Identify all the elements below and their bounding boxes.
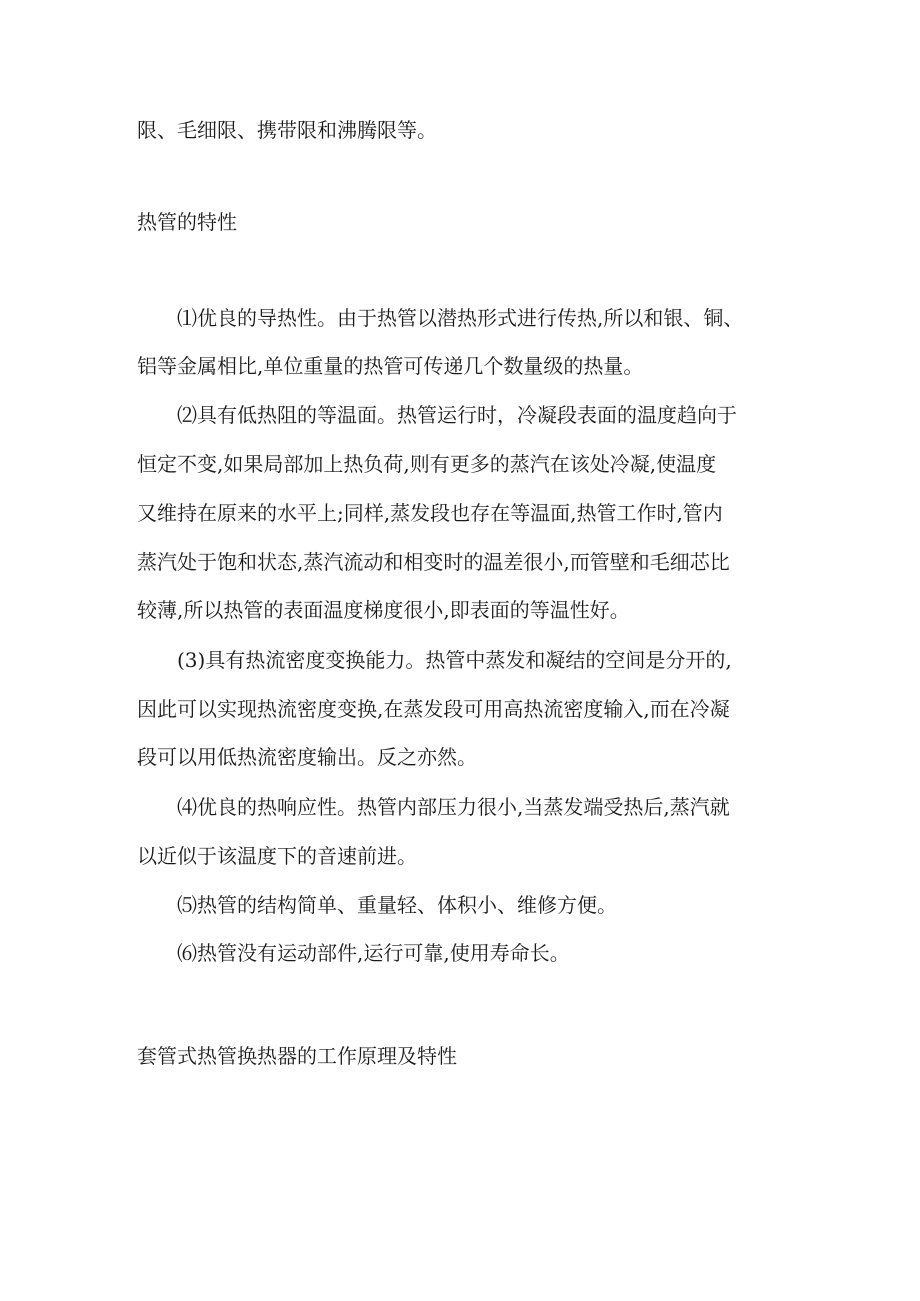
section-heading-heat-pipe-properties: 热管的特性 bbox=[137, 210, 237, 234]
paragraph-3-line-2: 因此可以实现热流密度变换,在蒸发段可用高热流密度输入,而在冷凝 bbox=[137, 697, 730, 721]
paragraph-3-line-3: 段可以用低热流密度输出。反之亦然。 bbox=[137, 745, 477, 769]
paragraph-3-line-1: (3)具有热流密度变换能力。热管中蒸发和凝结的空间是分开的, bbox=[177, 648, 732, 672]
paragraph-2-line-1: ⑵具有低热阻的等温面。热管运行时，冷凝段表面的温度趋向于 bbox=[177, 403, 737, 427]
paragraph-1-line-1: ⑴优良的导热性。由于热管以潜热形式进行传热,所以和银、铜、 bbox=[177, 306, 744, 330]
paragraph-1-line-2: 铝等金属相比,单位重量的热管可传递几个数量级的热量。 bbox=[137, 354, 644, 378]
intro-fragment: 限、毛细限、携带限和沸腾限等。 bbox=[137, 118, 437, 142]
paragraph-6: ⑹热管没有运动部件,运行可靠,使用寿命长。 bbox=[177, 941, 570, 965]
section-heading-sleeve-heat-exchanger: 套管式热管换热器的工作原理及特性 bbox=[137, 1044, 457, 1068]
paragraph-2-line-3: 又维持在原来的水平上;同样,蒸发段也存在等温面,热管工作时,管内 bbox=[137, 501, 723, 525]
paragraph-2-line-5: 较薄,所以热管的表面温度梯度很小,即表面的等温性好。 bbox=[137, 598, 630, 622]
paragraph-4-line-1: ⑷优良的热响应性。热管内部压力很小,当蒸发端受热后,蒸汽就 bbox=[177, 795, 730, 819]
paragraph-5: ⑸热管的结构简单、重量轻、体积小、维修方便。 bbox=[177, 893, 617, 917]
paragraph-2-line-2: 恒定不变,如果局部加上热负荷,则有更多的蒸汽在该处冷凝,使温度 bbox=[137, 452, 717, 476]
paragraph-2-line-4: 蒸汽处于饱和状态,蒸汽流动和相变时的温差很小,而管壁和毛细芯比 bbox=[137, 550, 730, 574]
paragraph-4-line-2: 以近似于该温度下的音速前进。 bbox=[137, 844, 417, 868]
